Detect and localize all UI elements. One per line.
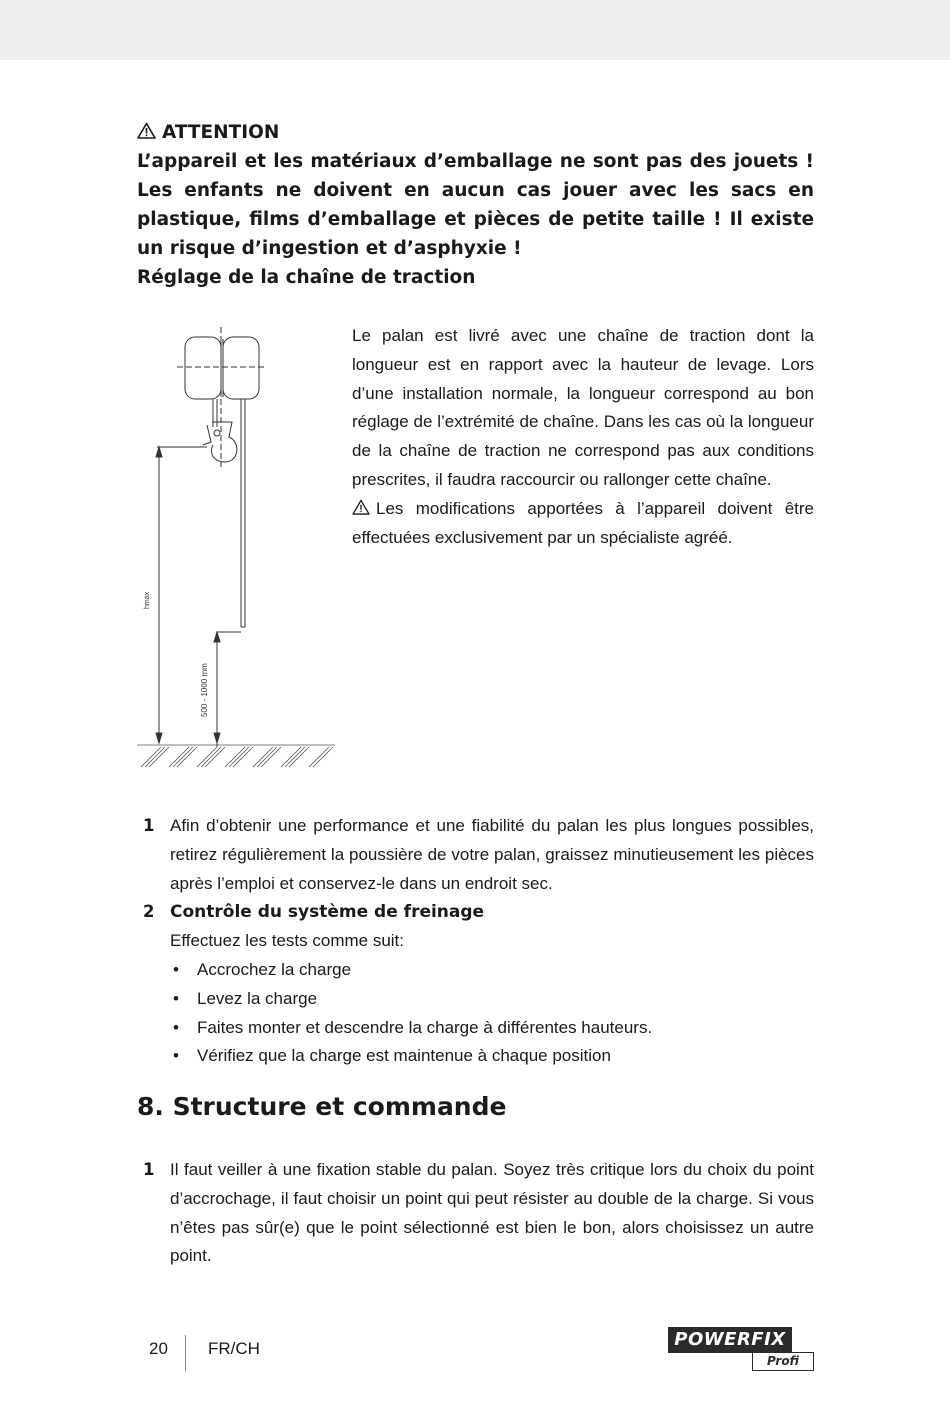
bullet-item: • Vérifiez que la charge est maintenue à chaque position (170, 1042, 814, 1071)
modification-warning-text: Les modifications apportées à l’appareil doivent être effectuées exclusivement par un spécialiste agréé. (352, 498, 814, 547)
warning-heading (137, 118, 814, 147)
bullet-list (170, 956, 814, 1071)
bullet-item: • Levez la charge (170, 985, 814, 1014)
item-number: 1 (143, 816, 155, 835)
list-item (137, 812, 814, 898)
hmax-label: hmax (144, 591, 151, 609)
chain-adjustment-text (352, 322, 814, 552)
dimension-lines (156, 447, 220, 743)
hand-chain (213, 399, 245, 747)
modification-warning (352, 495, 814, 553)
page-number: 20 (149, 1339, 168, 1358)
hoist-body (177, 327, 267, 467)
list-item (137, 898, 814, 1071)
maintenance-list (137, 812, 814, 1071)
warning-heading-text: ATTENTION (162, 122, 280, 143)
footer-divider (185, 1335, 186, 1371)
brand-logo (668, 1327, 814, 1371)
bullet-item: • Faites monter et descendre la charge à différentes hauteurs. (170, 1014, 814, 1043)
warning-triangle-icon (137, 122, 156, 139)
section-subheading: Réglage de la chaîne de traction (137, 267, 476, 288)
warning-triangle-icon (352, 499, 370, 515)
chain-adjustment-section (137, 322, 814, 782)
item-text: Il faut veiller à une fixation stable du palan. Soyez très critique lors du choix du point d’accrochage, il faut choisir un point qui peut résister au double de la charge. Si vous n’êtes pas sûr(e) que le point sélectionné est bien le bon, alors choisissez un autre point. (170, 1160, 814, 1266)
item-number: 2 (143, 902, 155, 922)
item-number: 1 (143, 1160, 155, 1179)
ground-hatching (137, 745, 335, 767)
list-item (137, 1156, 814, 1271)
item-text: Afin d’obtenir une performance et une fiabilité du palan les plus longues possibles, retirez régulièrement la poussière de votre palan, graissez minutieusement les pièces après l’emploi et conservez-le dans un endroit sec. (170, 816, 814, 893)
page-header-band (0, 0, 950, 60)
section8-list (137, 1156, 814, 1271)
language-code: FR/CH (208, 1339, 260, 1358)
hoist-diagram (137, 327, 337, 777)
item-intro: Effectuez les tests comme suit: (170, 931, 404, 951)
chain-paragraph: Le palan est livré avec une chaîne de traction dont la longueur est en rapport avec la hauteur de levage. Lors d’une installation normale, la longueur correspond au bon réglage de l’extrémité de chaîne. Dans les cas où la longueur de la chaîne de traction ne correspond pas aux conditions prescrites, il faudra raccourcir ou rallonger cette chaîne. (352, 326, 814, 489)
range-label: 500 - 1000 mm (200, 663, 209, 717)
logo-sub-text: Profi (752, 1352, 814, 1371)
warning-text: L’appareil et les matériaux d’emballage ne sont pas des jouets ! Les enfants ne doivent en aucun cas jouer avec les sacs en plastique, films d’emballage et pièces de petite taille ! Il existe un risque d’ingestion et d’asphyxie ! (137, 151, 814, 259)
page-footer (137, 1329, 814, 1375)
item-title: Contrôle du système de freinage (170, 902, 485, 923)
section-heading: 8. Structure et commande (137, 1092, 507, 1121)
bullet-item: • Accrochez la charge (170, 956, 814, 985)
warning-block (137, 118, 814, 292)
logo-main-text: POWERFIX (668, 1327, 792, 1353)
